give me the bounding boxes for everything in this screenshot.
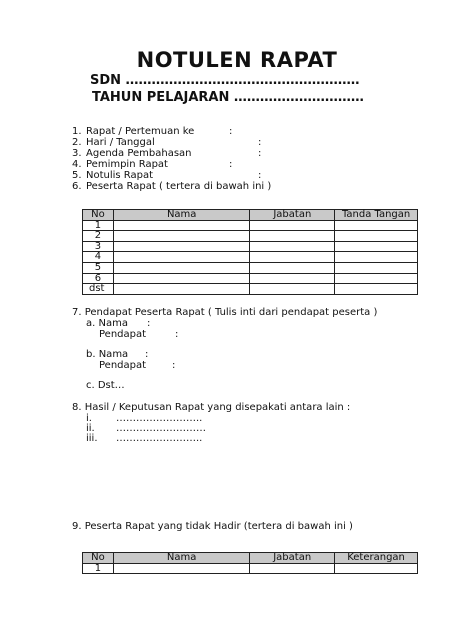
attendee-table xyxy=(82,209,418,295)
item-label: Rapat / Pertemuan ke xyxy=(86,126,195,137)
item-label: Agenda Pembahasan xyxy=(86,148,192,159)
decision-dots: ……………………… xyxy=(116,423,206,434)
decision-dots: …………………….. xyxy=(116,433,203,444)
table-row xyxy=(83,563,418,574)
item-number: 6. xyxy=(72,181,82,192)
item-colon: : xyxy=(258,148,262,159)
name-cell[interactable] xyxy=(113,231,249,242)
opinion-b-name-label: b. Nama xyxy=(86,349,129,360)
decision-roman: iii. xyxy=(86,433,98,444)
name-cell[interactable] xyxy=(113,262,249,273)
item-colon: : xyxy=(258,170,262,181)
table-row xyxy=(83,220,418,231)
name-cell[interactable] xyxy=(113,273,249,284)
position-cell[interactable] xyxy=(250,231,335,242)
row-number: 5 xyxy=(83,262,114,273)
item-number: 1. xyxy=(72,126,82,137)
item-label: Pemimpin Rapat xyxy=(86,159,168,170)
column-header-tanda-tangan: Tanda Tangan xyxy=(335,210,418,221)
column-header-jabatan: Jabatan xyxy=(250,553,335,564)
name-cell[interactable] xyxy=(113,241,249,252)
section-7-heading: 7. Pendapat Peserta Rapat ( Tulis inti dari pendapat peserta ) xyxy=(72,307,378,318)
signature-cell[interactable] xyxy=(335,284,418,295)
signature-cell[interactable] xyxy=(335,262,418,273)
name-cell[interactable] xyxy=(113,252,249,263)
position-cell[interactable] xyxy=(250,563,335,574)
row-number: 6 xyxy=(83,273,114,284)
name-cell[interactable] xyxy=(113,284,249,295)
opinion-c-label: c. Dst… xyxy=(86,380,125,391)
opinion-b-opinion-colon: : xyxy=(172,360,176,371)
column-header-nama: Nama xyxy=(113,553,249,564)
row-number: 2 xyxy=(83,231,114,242)
item-number: 4. xyxy=(72,159,82,170)
item-colon: : xyxy=(258,137,262,148)
position-cell[interactable] xyxy=(250,220,335,231)
signature-cell[interactable] xyxy=(335,273,418,284)
column-header-no: No xyxy=(83,210,114,221)
position-cell[interactable] xyxy=(250,252,335,263)
absentee-table xyxy=(82,552,418,574)
table-row xyxy=(83,231,418,242)
item-label: Notulis Rapat xyxy=(86,170,154,181)
table-row xyxy=(83,273,418,284)
row-number: 1 xyxy=(83,563,114,574)
decision-roman: i. xyxy=(86,413,92,424)
signature-cell[interactable] xyxy=(335,231,418,242)
item-label: Peserta Rapat ( tertera di bawah ini ) xyxy=(86,181,272,192)
row-number: dst xyxy=(83,284,114,295)
position-cell[interactable] xyxy=(250,284,335,295)
school-line: SDN ……………………………………………… xyxy=(90,73,360,88)
decision-dots: …………………….. xyxy=(116,413,203,424)
item-number: 3. xyxy=(72,148,82,159)
row-number: 3 xyxy=(83,241,114,252)
position-cell[interactable] xyxy=(250,273,335,284)
column-header-keterangan: Keterangan xyxy=(335,553,418,564)
name-cell[interactable] xyxy=(113,220,249,231)
column-header-no: No xyxy=(83,553,114,564)
signature-cell[interactable] xyxy=(335,252,418,263)
item-label: Hari / Tanggal xyxy=(86,137,155,148)
section-9-heading: 9. Peserta Rapat yang tidak Hadir (tertera di bawah ini ) xyxy=(72,521,353,532)
position-cell[interactable] xyxy=(250,262,335,273)
opinion-a-name-colon: : xyxy=(147,318,151,329)
table-row xyxy=(83,252,418,263)
item-colon: : xyxy=(229,126,233,137)
column-header-nama: Nama xyxy=(113,210,249,221)
table-row xyxy=(83,241,418,252)
row-number: 4 xyxy=(83,252,114,263)
decision-roman: ii. xyxy=(86,423,95,434)
academic-year-line: TAHUN PELAJARAN ………………………… xyxy=(92,90,364,105)
column-header-jabatan: Jabatan xyxy=(250,210,335,221)
table-header-row xyxy=(83,210,418,221)
opinion-b-opinion-label: Pendapat xyxy=(99,360,147,371)
section-8-heading: 8. Hasil / Keputusan Rapat yang disepakati antara lain : xyxy=(72,402,351,413)
note-cell[interactable] xyxy=(335,563,418,574)
name-cell[interactable] xyxy=(113,563,249,574)
opinion-b-name-colon: : xyxy=(145,349,149,360)
opinion-a-opinion-label: Pendapat xyxy=(99,329,147,340)
opinion-a-opinion-colon: : xyxy=(175,329,179,340)
document-title: NOTULEN RAPAT xyxy=(136,48,338,72)
position-cell[interactable] xyxy=(250,241,335,252)
row-number: 1 xyxy=(83,220,114,231)
table-header-row xyxy=(83,553,418,564)
opinion-a-name-label: a. Nama xyxy=(86,318,128,329)
table-row xyxy=(83,262,418,273)
item-number: 5. xyxy=(72,170,82,181)
signature-cell[interactable] xyxy=(335,220,418,231)
item-colon: : xyxy=(229,159,233,170)
table-row xyxy=(83,284,418,295)
signature-cell[interactable] xyxy=(335,241,418,252)
item-number: 2. xyxy=(72,137,82,148)
